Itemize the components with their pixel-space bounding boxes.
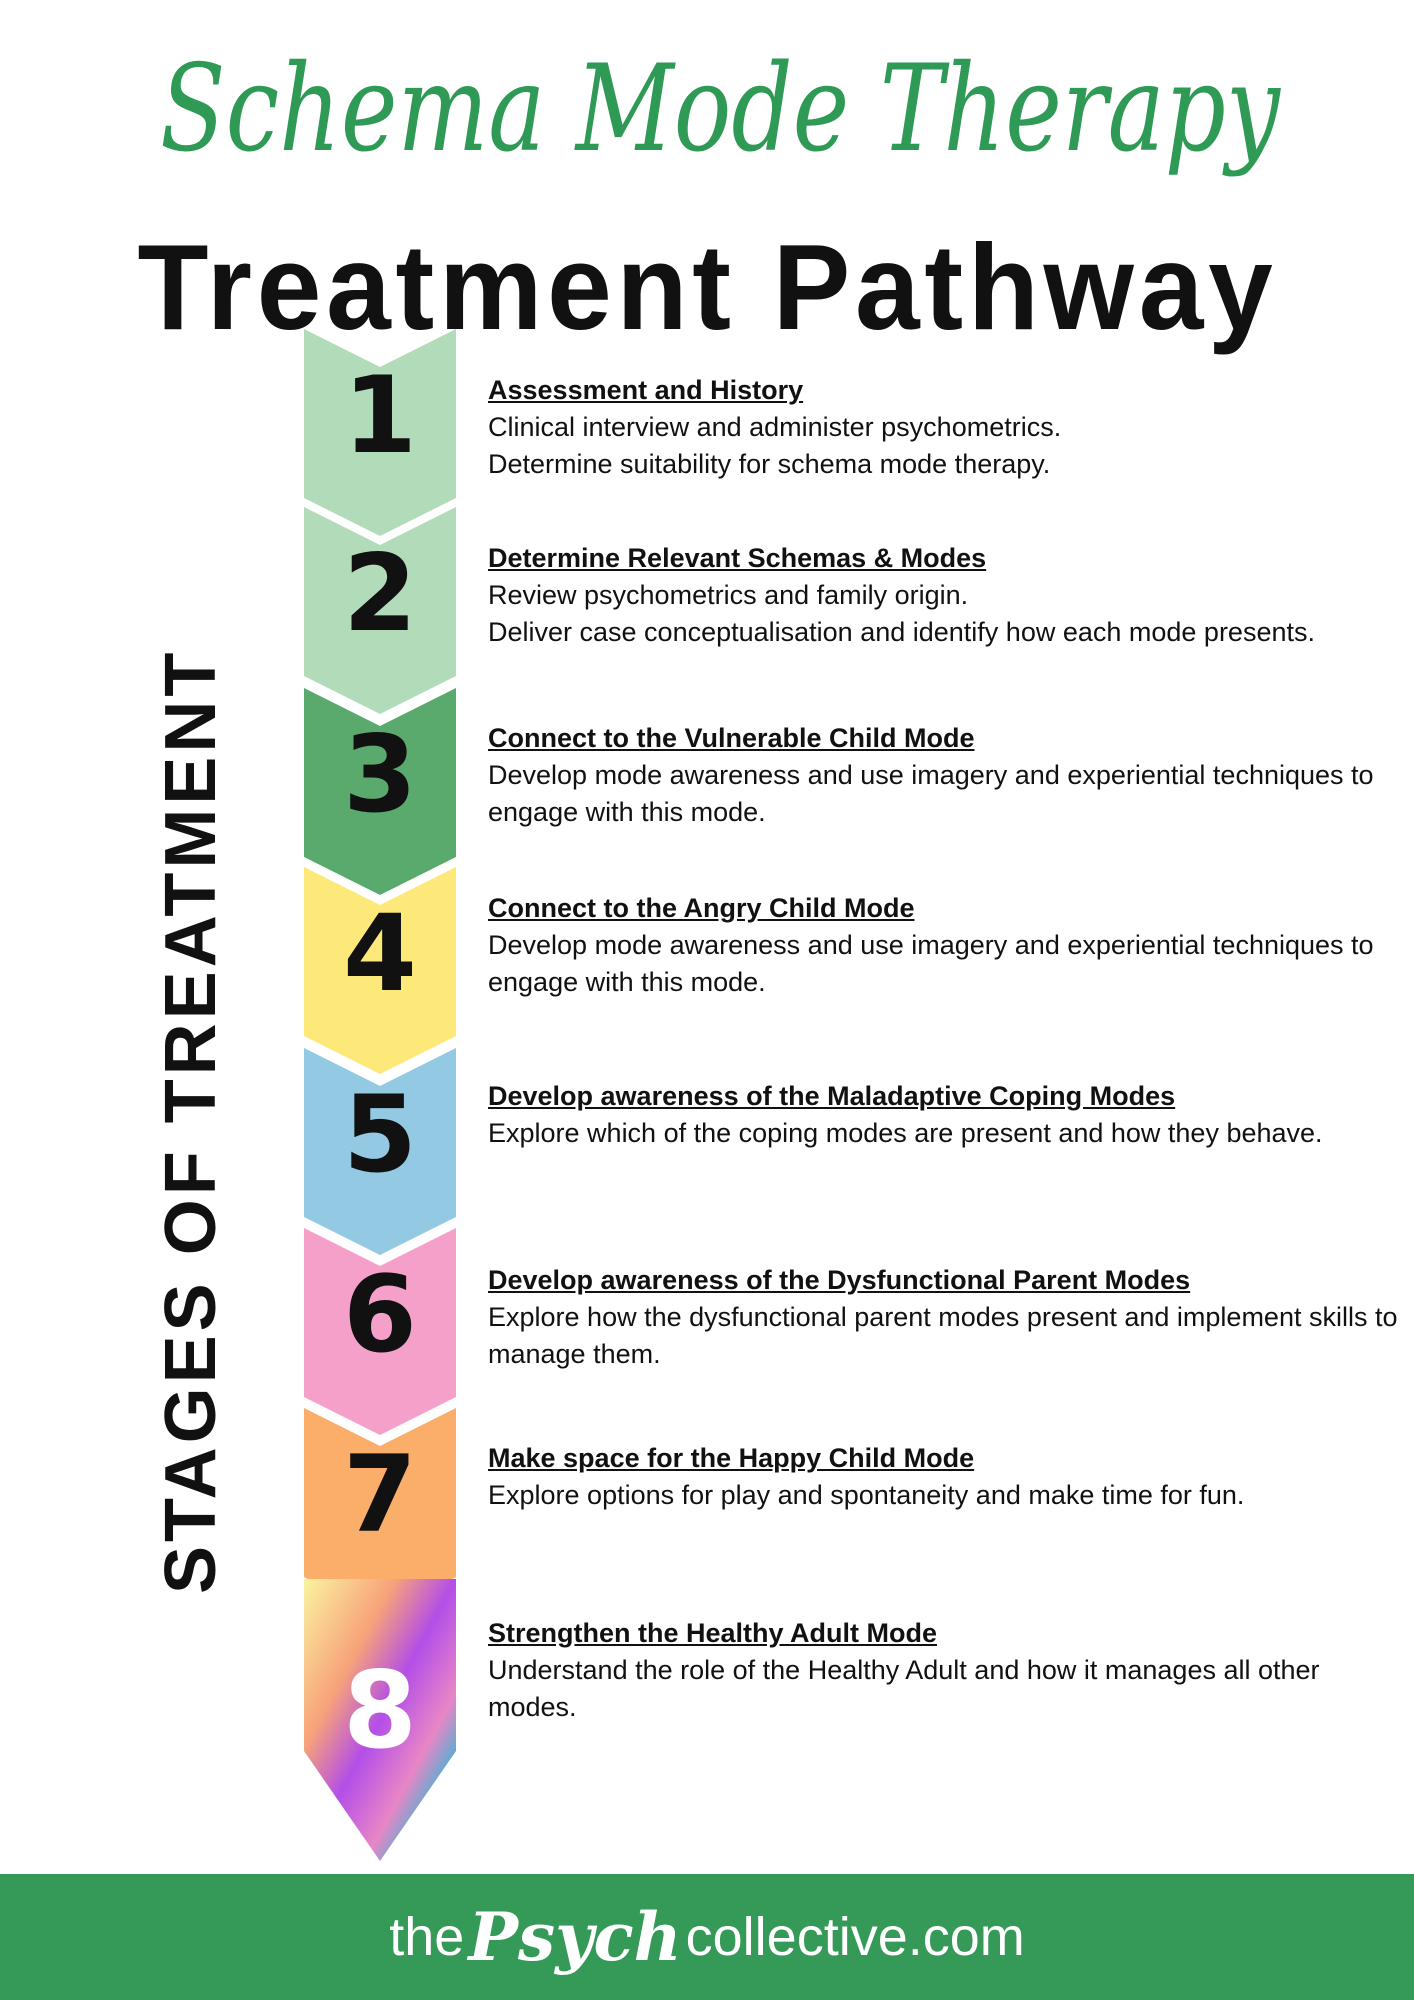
step-description: Deliver case conceptualisation and identify how each mode presents. bbox=[488, 617, 1315, 647]
step-title: Develop awareness of the Maladaptive Coping Modes bbox=[488, 1081, 1176, 1111]
step-description: Explore which of the coping modes are present and how they behave. bbox=[488, 1118, 1323, 1148]
step-number: 5 bbox=[343, 1073, 417, 1196]
step-title: Develop awareness of the Dysfunctional Parent Modes bbox=[488, 1265, 1191, 1295]
page-title: Treatment Pathway bbox=[136, 219, 1277, 355]
step-2 bbox=[488, 540, 1398, 651]
step-description: Review psychometrics and family origin. bbox=[488, 580, 969, 610]
chevron-step-3 bbox=[304, 688, 456, 895]
step-8 bbox=[488, 1615, 1398, 1726]
step-title: Connect to the Vulnerable Child Mode bbox=[488, 723, 975, 753]
step-number: 6 bbox=[343, 1253, 417, 1376]
footer-logo-brand: Psych bbox=[468, 1898, 682, 1976]
step-description: Explore how the dysfunctional parent modes present and implement skills to manage them. bbox=[488, 1302, 1398, 1369]
step-title: Determine Relevant Schemas & Modes bbox=[488, 543, 987, 573]
step-title: Connect to the Angry Child Mode bbox=[488, 893, 915, 923]
step-description: Develop mode awareness and use imagery and experiential techniques to engage with this mode. bbox=[488, 760, 1374, 827]
step-7 bbox=[488, 1440, 1398, 1514]
step-number: 2 bbox=[343, 532, 417, 655]
step-number: 8 bbox=[343, 1649, 417, 1772]
step-description: Clinical interview and administer psychometrics. bbox=[488, 412, 1062, 442]
script-title bbox=[130, 10, 1310, 210]
stages-of-treatment-label: STAGES OF TREATMENT bbox=[151, 648, 231, 1594]
step-3 bbox=[488, 720, 1398, 831]
step-title: Make space for the Happy Child Mode bbox=[488, 1443, 975, 1473]
chevron-step-4 bbox=[304, 867, 456, 1074]
chevron-step-8 bbox=[304, 1579, 456, 1861]
footer-pre: the bbox=[389, 1907, 465, 1967]
chevron-step-5 bbox=[304, 1048, 456, 1255]
step-description: Explore options for play and spontaneity and make time for fun. bbox=[488, 1480, 1245, 1510]
step-title: Assessment and History bbox=[488, 375, 804, 405]
chevron-step-2 bbox=[304, 507, 456, 714]
page-title-wrap bbox=[0, 219, 1414, 355]
step-description: Develop mode awareness and use imagery and experiential techniques to engage with this mode. bbox=[488, 930, 1374, 997]
step-number: 7 bbox=[343, 1433, 417, 1556]
step-number: 1 bbox=[343, 354, 417, 477]
step-number: 4 bbox=[343, 892, 417, 1015]
step-description: Understand the role of the Healthy Adult and how it manages all other modes. bbox=[488, 1655, 1320, 1722]
step-4 bbox=[488, 890, 1398, 1001]
step-number: 3 bbox=[343, 713, 417, 836]
footer-brand bbox=[0, 1874, 1414, 2000]
footer-post: collective.com bbox=[685, 1907, 1025, 1967]
step-description: Determine suitability for schema mode therapy. bbox=[488, 449, 1051, 479]
step-6 bbox=[488, 1262, 1398, 1373]
step-title: Strengthen the Healthy Adult Mode bbox=[488, 1618, 938, 1648]
step-1 bbox=[488, 372, 1398, 483]
script-title-text: Schema Mode Therapy bbox=[160, 40, 1282, 179]
chevron-step-6 bbox=[304, 1228, 456, 1435]
chevron-step-1 bbox=[304, 329, 456, 536]
step-5 bbox=[488, 1078, 1398, 1152]
